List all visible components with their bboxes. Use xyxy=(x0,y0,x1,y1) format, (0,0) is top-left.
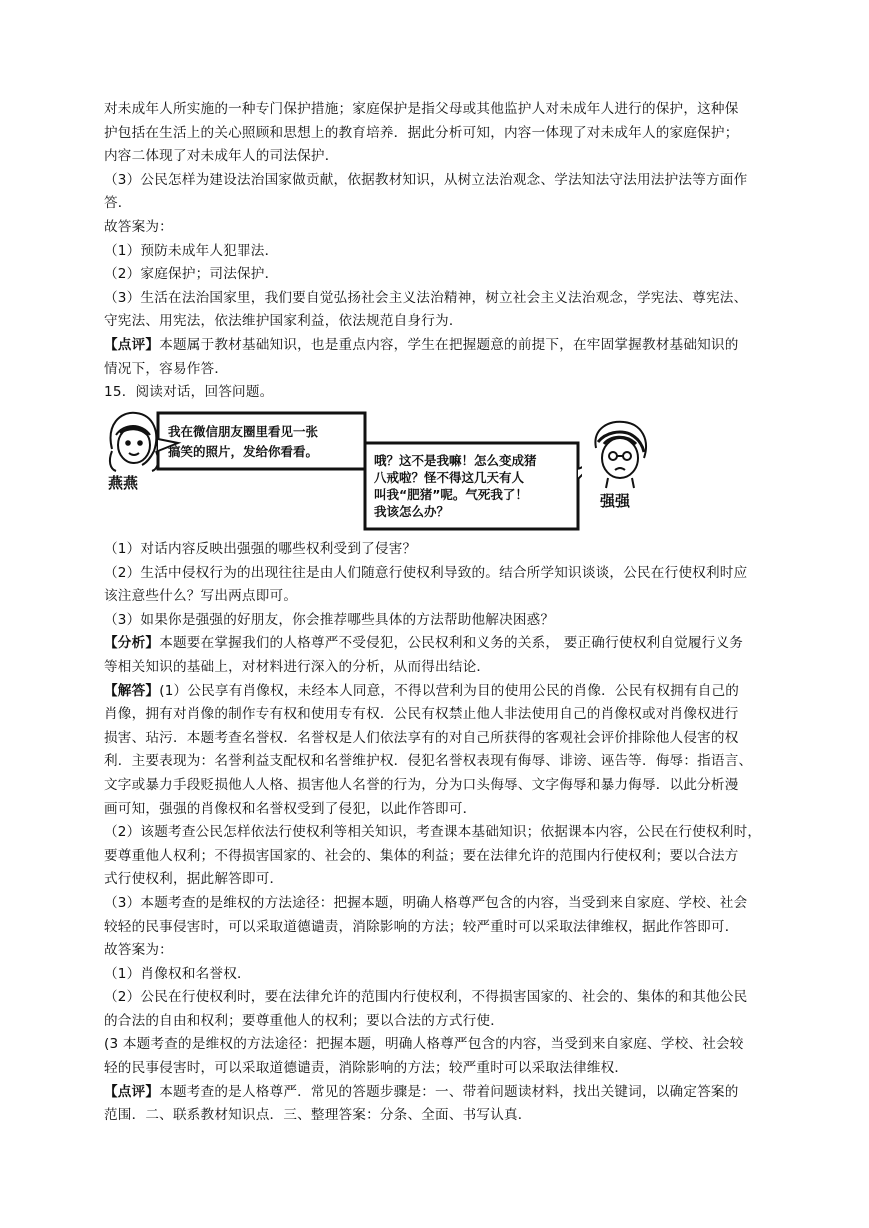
section-label: 【点评】 xyxy=(104,1083,160,1100)
section-label: 【点评】 xyxy=(104,336,160,353)
top-line xyxy=(104,216,794,240)
line-text: （2）家庭保护；司法保护． xyxy=(104,266,279,283)
answer-line xyxy=(104,821,794,845)
answer-line xyxy=(104,703,794,727)
left-speech-bubble xyxy=(158,413,365,469)
answer-line xyxy=(104,916,794,940)
section-label: 【解答】 xyxy=(104,682,160,699)
line-text: 文字或暴力手段贬损他人人格、损害他人名誉的行为，分为口头侮辱、文字侮辱和暴力侮辱．以此分析漫 xyxy=(104,776,739,793)
answer-line xyxy=(104,1033,794,1057)
dialogue-comic xyxy=(98,405,582,531)
section-label: 【分析】 xyxy=(104,635,160,652)
answer-line xyxy=(104,1057,794,1081)
right-bubble-line-2: 八戒啦？怪不得这几天有人 xyxy=(374,470,525,485)
line-text: 情况下，容易作答． xyxy=(104,360,229,377)
line-text: 本题要在掌握我们的人格尊严不受侵犯，公民权利和义务的关系， 要正确行使权利自觉履行义务 xyxy=(159,635,744,652)
line-text: 护包括在生活上的关心照顾和思想上的教育培养．据此分析可知，内容一体现了对未成年人的家庭保护； xyxy=(104,124,739,141)
line-text: （3）生活在法治国家里，我们要自觉弘扬社会主义法治精神，树立社会主义法治观念，学宪法、尊宪法、 xyxy=(104,289,748,306)
right-bubble-line-1: 哦？这不是我嘛！怎么变成猪 xyxy=(374,453,537,468)
answer-line xyxy=(104,798,794,822)
line-text: 等相关知识的基础上，对材料进行深入的分析，从而得出结论． xyxy=(104,658,491,675)
answer-line xyxy=(104,868,794,892)
line-text: 损害、玷污．本题考查名誉权．名誉权是人们依法享有的对自己所获得的客观社会评价排除他人侵害的权 xyxy=(104,729,739,746)
qiangqiang-figure-wrap xyxy=(586,418,656,514)
top-line xyxy=(104,122,794,146)
answer-line xyxy=(104,1104,794,1128)
line-text: 本题考查的是人格尊严．常见的答题步骤是：一、带着问题读材料，找出关键词，以确定答案的 xyxy=(159,1083,739,1100)
answer-line xyxy=(104,892,794,916)
right-bubble-line-4: 我该怎么办？ xyxy=(374,504,450,519)
line-text: 故答案为： xyxy=(104,218,173,235)
top-line xyxy=(104,263,794,287)
line-text: （1）预防未成年人犯罪法． xyxy=(104,242,279,259)
line-text: （2）该题考查公民怎样依法行使权利等相关知识，考查课本基础知识；依据课本内容，公民在行使权利时， xyxy=(104,824,762,841)
answer-line xyxy=(104,562,794,586)
answer-line xyxy=(104,538,794,562)
left-name: 燕燕 xyxy=(108,474,139,492)
yanyan-figure xyxy=(110,413,158,471)
top-line xyxy=(104,192,794,216)
top-line xyxy=(104,287,794,311)
text-block-top xyxy=(104,98,794,405)
answer-line xyxy=(104,939,794,963)
answer-line xyxy=(104,656,794,680)
answer-line xyxy=(104,774,794,798)
line-text: （3）公民怎样为建设法治国家做贡献，依据教材知识，从树立法治观念、学法知法守法用法护法等方面作 xyxy=(104,171,748,188)
answer-line xyxy=(104,986,794,1010)
answer-line xyxy=(104,680,794,704)
line-text: 15．阅读对话，回答问题。 xyxy=(104,384,274,401)
text-block-questions xyxy=(104,538,794,1128)
line-text: 对未成年人所实施的一种专门保护措施；家庭保护是指父母或其他监护人对未成年人进行的保护，这种保 xyxy=(104,101,739,117)
line-text: 范围．二、联系教材知识点．三、整理答案：分条、全面、书写认真． xyxy=(104,1107,532,1124)
left-bubble-line-1: 我在微信朋友圈里看见一张 xyxy=(168,424,319,439)
line-text: 的合法的自由和权利；要尊重他人的权利；要以合法的方式行使． xyxy=(104,1012,505,1029)
line-text: 本题属于教材基础知识，也是重点内容，学生在把握题意的前提下，在牢固掌握教材基础知识的 xyxy=(159,336,739,353)
answer-line xyxy=(104,963,794,987)
answer-line xyxy=(104,727,794,751)
line-text: （3）如果你是强强的好朋友，你会推荐哪些具体的方法帮助他解决困惑？ xyxy=(104,611,555,628)
line-text: （1）对话内容反映出强强的哪些权利受到了侵害？ xyxy=(104,541,417,557)
line-text: 画可知，强强的肖像权和名誉权受到了侵犯，以此作答即可． xyxy=(104,800,477,817)
line-text: 肖像，拥有对肖像的制作专有权和使用专有权．公民有权禁止他人非法使用自己的肖像权或对肖像权进行 xyxy=(104,706,739,723)
right-bubble-line-3: 叫我“肥猪”呢。气死我了！ xyxy=(374,487,528,502)
line-text: (1）公民享有肖像权，未经本人同意，不得以营利为目的使用公民的肖像．公民有权拥有自己的 xyxy=(159,682,740,699)
line-text: （2）生活中侵权行为的出现往往是由人们随意行使权利导致的。结合所学知识谈谈，公民在行使权利时应 xyxy=(104,564,748,581)
top-line xyxy=(104,358,794,382)
line-text: （1）肖像权和名誉权． xyxy=(104,965,251,982)
left-bubble-line-2: 搞笑的照片，发给你看看。 xyxy=(168,444,319,459)
answer-line xyxy=(104,609,794,633)
answer-line xyxy=(104,1081,794,1105)
line-text: 要尊重他人权利；不得损害国家的、社会的、集体的利益；要在法律允许的范围内行使权利；要以合法方 xyxy=(104,847,739,864)
line-text: 该注意些什么？写出两点即可。 xyxy=(104,588,298,605)
answer-line xyxy=(104,1010,794,1034)
line-text: （2）公民在行使权利时，要在法律允许的范围内行使权利，不得损害国家的、社会的、集体的和其他公民 xyxy=(104,989,748,1006)
line-text: 较轻的民事侵害时，可以采取道德谴责，消除影响的方法；较严重时可以采取法律维权，据此作答即可． xyxy=(104,918,739,935)
right-name: 强强 xyxy=(600,492,631,510)
top-line xyxy=(104,310,794,334)
line-text: 利．主要表现为：名誉利益支配权和名誉维护权．侵犯名誉权表现有侮辱、诽谤、诬告等．侮辱：指语言、 xyxy=(104,753,753,770)
line-text: (3 本题考查的是维权的方法途径：把握本题，明确人格尊严包含的内容，当受到来自家庭、学校、社会较 xyxy=(104,1036,744,1053)
top-line xyxy=(104,145,794,169)
line-text: 内容二体现了对未成年人的司法保护． xyxy=(104,148,339,165)
line-text: 故答案为： xyxy=(104,942,173,959)
answer-line xyxy=(104,750,794,774)
line-text: 答． xyxy=(104,195,132,212)
top-line xyxy=(104,98,794,122)
top-line xyxy=(104,169,794,193)
top-line xyxy=(104,381,794,405)
answer-line xyxy=(104,585,794,609)
answer-line xyxy=(104,632,794,656)
top-line xyxy=(104,334,794,358)
line-text: （3）本题考查的是维权的方法途径：把握本题，明确人格尊严包含的内容，当受到来自家庭、学校、社会 xyxy=(104,894,748,911)
line-text: 式行使权利，据此解答即可． xyxy=(104,871,284,888)
qiangqiang-figure xyxy=(595,422,646,488)
line-text: 轻的民事侵害时，可以采取道德谴责，消除影响的方法；较严重时可以采取法律维权． xyxy=(104,1060,629,1077)
line-text: 守宪法、用宪法，依法维护国家利益，依法规范自身行为． xyxy=(104,313,463,330)
top-line xyxy=(104,240,794,264)
answer-line xyxy=(104,845,794,869)
right-speech-bubble xyxy=(365,443,582,529)
